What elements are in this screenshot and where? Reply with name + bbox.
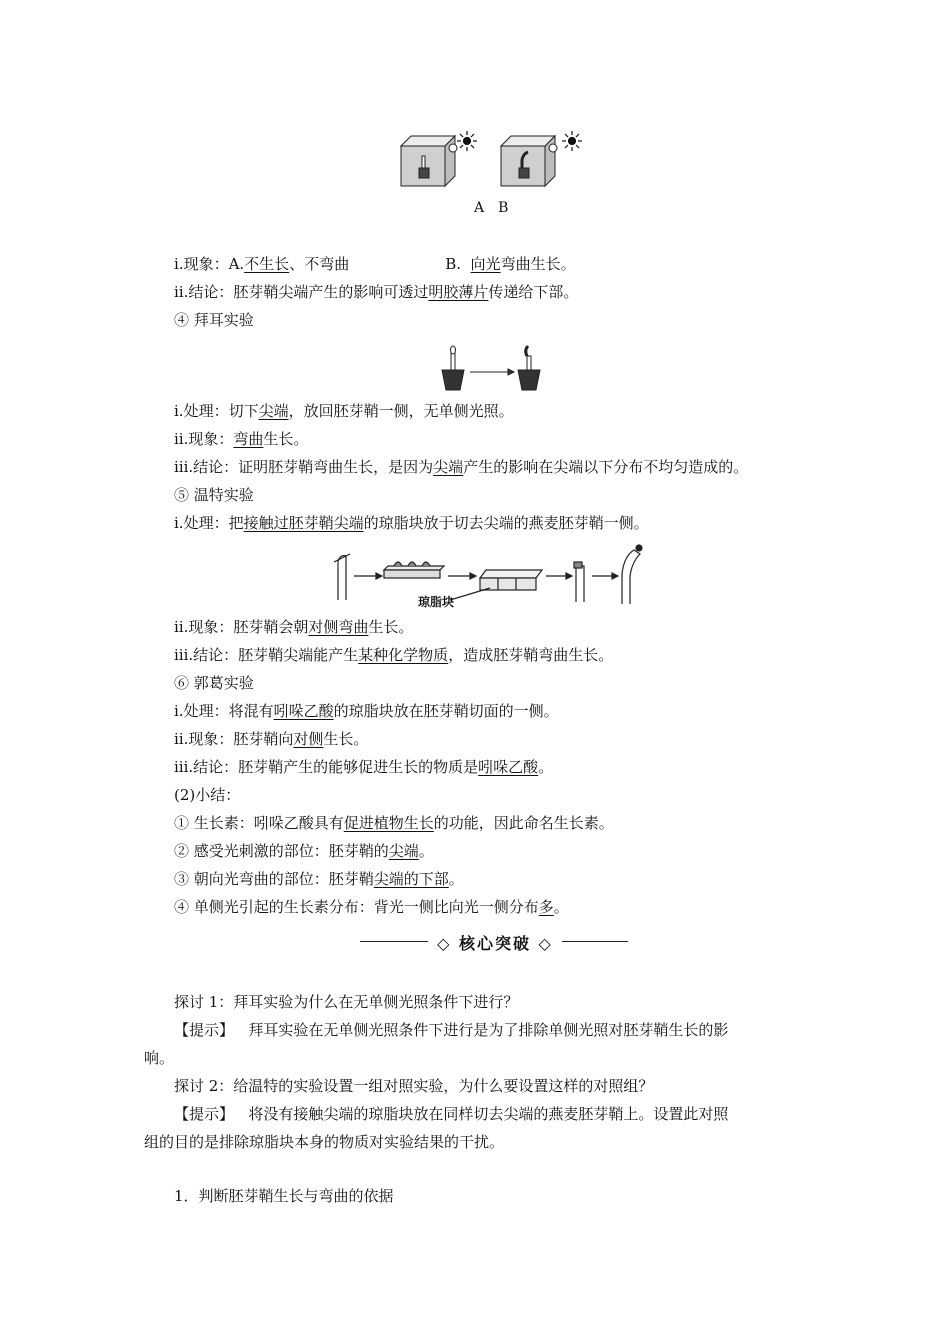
section-title: ◇ 核心突破 ◇ — [437, 934, 553, 953]
line-12: ⅰ.处理：将混有吲哚乙酸的琼脂块放在胚芽鞘切面的一侧。 — [174, 702, 559, 720]
hint-1-tag: 【提示】 — [174, 1021, 235, 1039]
line-3: ④ 拜耳实验 — [174, 311, 254, 329]
wen-label: 琼脂块 — [418, 595, 455, 609]
item-1-heading: 1．判断胚芽鞘生长与弯曲的依据 — [174, 1187, 394, 1205]
line-16: ① 生长素：吲哚乙酸具有促进植物生长的功能，因此命名生长素。 — [174, 814, 614, 832]
line-8: ⅰ.处理：把接触过胚芽鞘尖端的琼脂块放于切去尖端的燕麦胚芽鞘一侧。 — [174, 514, 649, 532]
hint-2: 【提示】 将没有接触尖端的琼脂块放在同样切去尖端的燕麦胚芽鞘上。设置此对照 — [174, 1105, 729, 1123]
line-11: ⑥ 郭葛实验 — [174, 674, 254, 692]
figure-went — [330, 540, 660, 610]
line-6: ⅲ.结论：证明胚芽鞘弯曲生长，是因为尖端产生的影响在尖端以下分布不均匀造成的。 — [174, 458, 749, 476]
line-9: ⅱ.现象：胚芽鞘会朝对侧弯曲生长。 — [174, 618, 414, 636]
line-17: ② 感受光刺激的部位：胚芽鞘的尖端。 — [174, 842, 434, 860]
hint-2-cont: 组的目的是排除琼脂块本身的物质对实验结果的干扰。 — [144, 1133, 505, 1151]
hint-2-tag: 【提示】 — [174, 1105, 235, 1123]
line-10: ⅲ.结论：胚芽鞘尖端能产生某种化学物质，造成胚芽鞘弯曲生长。 — [174, 646, 614, 664]
section-rule-left — [360, 941, 428, 942]
line-18: ③ 朝向光弯曲的部位：胚芽鞘尖端的下部。 — [174, 870, 464, 888]
line-15: (2)小结： — [174, 786, 241, 804]
discuss-q1: 探讨 1：拜耳实验为什么在无单侧光照条件下进行？ — [174, 993, 519, 1011]
line-4: ⅰ.处理：切下尖端，放回胚芽鞘一侧，无单侧光照。 — [174, 402, 514, 420]
hint-1-cont: 响。 — [144, 1049, 175, 1067]
figure-boxes-ab — [395, 128, 595, 190]
line-2: ⅱ.结论：胚芽鞘尖端产生的影响可透过明胶薄片传递给下部。 — [174, 283, 579, 301]
line-14: ⅲ.结论：胚芽鞘产生的能够促进生长的物质是吲哚乙酸。 — [174, 758, 554, 776]
line-19: ④ 单侧光引起的生长素分布：背光一侧比向光一侧分布多。 — [174, 898, 569, 916]
discuss-q2: 探讨 2：给温特的实验设置一组对照实验，为什么要设置这样的对照组？ — [174, 1077, 654, 1095]
line-7: ⑤ 温特实验 — [174, 486, 254, 504]
line-1: ⅰ.现象：A.不生长、不弯曲 B. 向光弯曲生长。 — [174, 255, 576, 273]
line-13: ⅱ.现象：胚芽鞘向对侧生长。 — [174, 730, 369, 748]
section-rule-right — [562, 941, 628, 942]
figure-ab-labels: A B — [474, 200, 509, 216]
hint-1: 【提示】 拜耳实验在无单侧光照条件下进行是为了排除单侧光照对胚芽鞘生长的影 — [174, 1021, 729, 1039]
line-5: ⅱ.现象：弯曲生长。 — [174, 430, 309, 448]
section-heading — [360, 930, 630, 954]
figure-bayer — [438, 340, 548, 392]
